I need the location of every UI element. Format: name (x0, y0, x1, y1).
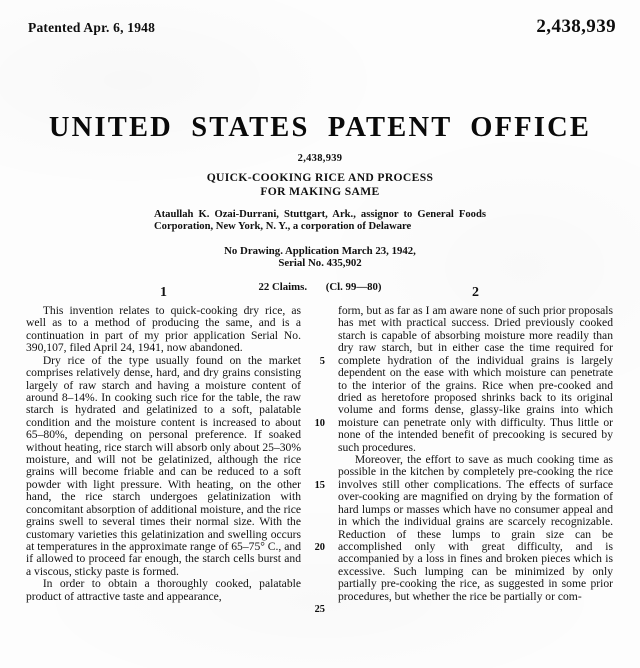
paragraph: form, but as far as I am aware none of such prior proposals has met with practical success. Dried previously cooked starch is capable of absorbing moisture more readily than dry raw starch, but in either case the time required for complete hydration of the individual grains is largely dependent on the ease with which moisture can penetrate to the interior of the grains. Rice when pre-cooked and dried as heretofore proposed shrinks back to its original volume and forms dense, glassy-like grains into which moisture can penetrate only with difficulty. Thus little or none of the intended benefit of precooking is secured by such procedures. (338, 304, 613, 454)
line-number: 25 (314, 604, 325, 615)
column-right-number: 2 (472, 285, 479, 300)
invention-title-line-1: QUICK-COOKING RICE AND PROCESS (206, 171, 434, 184)
claims-count: 22 Claims. (258, 281, 308, 293)
invention-title-line-2: FOR MAKING SAME (260, 184, 380, 198)
column-left (26, 286, 301, 603)
application-filing-line: No Drawing. Application March 23, 1942, (224, 244, 416, 257)
patented-date: Patented Apr. 6, 1948 (28, 20, 156, 35)
patent-number: 2,438,939 (536, 16, 616, 37)
classification-code: (Cl. 99—80) (325, 281, 382, 293)
line-number-gutter (303, 286, 325, 668)
line-number: 5 (319, 356, 325, 367)
inventor-assignee: Ataullah K. Ozai-Durrani, Stuttgart, Ark., assignor to General Foods Corporation, New York, N. Y., a corporation of Delaware (154, 209, 486, 233)
serial-number-line: Serial No. 435,902 (278, 257, 362, 270)
line-number: 20 (314, 542, 325, 553)
column-left-number: 1 (160, 285, 167, 300)
column-right-body (338, 305, 613, 603)
column-left-body (26, 305, 301, 603)
document-header (28, 16, 616, 38)
line-number: 15 (314, 480, 325, 491)
paragraph: Moreover, the effort to save as much cooking time as possible in the kitchen by completely pre-cooking the rice involves still other complications. The effects of surface over-cooking are magnified on drying by the formation of hard lumps or masses which have no consumer appeal and in which the individual grains are scarcely recognizable. Reduction of these lumps to grain size can be accomplished only with great difficulty, and is accompanied by a loss in fines and broken pieces which is excessive. Such lumping can be minimized by only partially pre-cooking the rice, as suggested in some prior procedures, but whether the rice be partially or com- (338, 453, 613, 603)
paragraph: This invention relates to quick-cooking dry rice, as well as to a method of producing the same, and is a continuation in part of my prior application Serial No. 390,107, filed April 24, 1941, now abandoned. (26, 304, 301, 355)
application-info (120, 245, 520, 270)
invention-title (120, 171, 520, 198)
line-number: 10 (314, 418, 325, 429)
title-block (120, 153, 520, 293)
paragraph: Dry rice of the type usually found on the market comprises relatively dense, hard, and dry grains consisting largely of raw starch and having a moisture content of around 8–14%. In cooking such rice for the table, the raw starch is hydrated and gelatinized to a soft, palatable condition and the moisture content is increased to about 65–80%, depending on personal preference. If soaked without heating, rice starch will absorb only about 25–30% moisture, and will not be gelatinized, although the rice grains will become friable and can be reduced to a soft powder with light pressure. With heating, on the other hand, the rice starch undergoes gelatinization with concomitant absorption of additional moisture, and the rice grains swell to several times their normal size. With the customary varieties this gelatinization and swelling occurs at temperatures in the approximate range of 65–75° C., and if allowed to proceed far enough, the starch cells burst and a viscous, sticky paste is formed. (26, 353, 301, 578)
column-right (338, 286, 613, 603)
title-block-patent-number: 2,438,939 (297, 153, 343, 164)
office-title: UNITED STATES PATENT OFFICE (48, 112, 592, 143)
paragraph: In order to obtain a thoroughly cooked, palatable product of attractive taste and appearance, (26, 577, 301, 603)
